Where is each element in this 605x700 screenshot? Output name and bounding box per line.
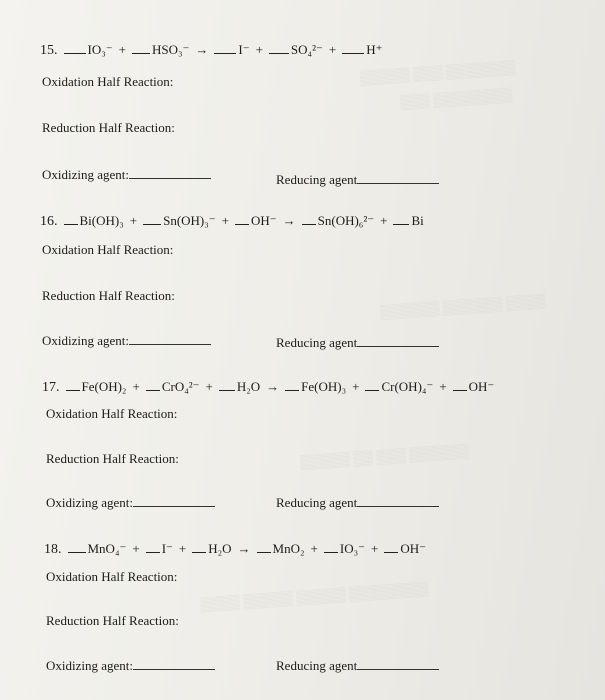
species: Bi [411,213,424,228]
species: SO₄²⁻ [290,42,323,57]
species: MnO₄⁻ [87,541,127,556]
coefficient-blank[interactable] [68,539,86,553]
bleed-through: ▒▒▒▒▒ ▒▒ ▒▒▒ ▒▒▒▒▒▒ [299,444,470,471]
coefficient-blank[interactable] [143,211,161,225]
problem-number: 17. [42,380,60,395]
oxidizing-agent-field[interactable] [133,657,215,670]
plus-sign: + [118,42,126,57]
oxidizing-agent-field[interactable] [133,494,215,507]
species: IO₃⁻ [87,42,113,57]
species: H₂O [236,379,261,394]
oxidizing-agent-label: Oxidizing agent: [46,657,215,674]
coefficient-blank[interactable] [393,211,409,225]
arrow: → [237,541,251,556]
plus-sign: + [132,379,140,394]
plus-sign: + [221,213,229,228]
coefficient-blank[interactable] [453,377,467,391]
oxidation-half-reaction-label: Oxidation Half Reaction: [42,242,174,257]
coefficient-blank[interactable] [257,539,271,553]
arrow: → [282,213,296,228]
reduction-half-reaction-label: Reduction Half Reaction: [46,613,179,628]
oxidizing-agent-label: Oxidizing agent: [42,332,211,349]
coefficient-blank[interactable] [214,40,236,54]
coefficient-blank[interactable] [219,377,235,391]
reducing-agent-field[interactable] [357,171,439,184]
bleed-through: ▒▒▒▒▒▒ ▒▒▒▒▒▒ ▒▒▒▒ [379,294,546,321]
reducing-agent-field[interactable] [357,494,439,507]
reducing-agent-label: Reducing agent [276,494,439,511]
reduction-half-reaction-label: Reduction Half Reaction: [42,120,175,135]
species: OH⁻ [251,213,277,228]
oxidation-half-reaction-label: Oxidation Half Reaction: [46,569,178,584]
plus-sign: + [371,541,379,556]
oxidizing-agent-label: Oxidizing agent: [42,166,211,183]
reducing-agent-field[interactable] [357,334,439,347]
coefficient-blank[interactable] [132,40,150,54]
plus-sign: + [328,42,337,57]
equation-17 [42,377,494,396]
coefficient-blank[interactable] [342,40,364,54]
plus-sign: + [380,213,388,228]
coefficient-blank[interactable] [64,211,78,225]
species: OH⁻ [400,541,426,556]
species: Fe(OH)₃ [301,379,347,394]
coefficient-blank[interactable] [285,377,299,391]
plus-sign: + [352,379,360,394]
species: H⁺ [366,42,383,57]
reducing-agent-label: Reducing agent [276,657,439,674]
plus-sign: + [129,213,138,228]
species: Fe(OH)₂ [81,379,127,394]
bleed-through: ▒▒▒▒▒ ▒▒▒ ▒▒▒▒▒▒▒ [359,60,517,87]
coefficient-blank[interactable] [66,377,80,391]
species: CrO₄²⁻ [161,379,200,394]
oxidizing-agent-label: Oxidizing agent: [46,494,215,511]
coefficient-blank[interactable] [269,40,289,54]
problem-number: 15. [40,43,58,58]
species: Sn(OH)₃⁻ [163,213,216,228]
species: IO₃⁻ [339,541,365,556]
bleed-through: ▒▒▒ ▒▒▒▒▒▒▒▒ [399,88,513,111]
coefficient-blank[interactable] [365,377,379,391]
arrow: → [266,379,280,394]
species: Sn(OH)₆²⁻ [317,213,375,228]
coefficient-blank[interactable] [324,539,338,553]
coefficient-blank[interactable] [302,211,316,225]
species: MnO₂ [272,541,305,556]
species: H₂O [208,541,232,556]
species: Cr(OH)₄⁻ [381,379,434,394]
oxidation-half-reaction-label: Oxidation Half Reaction: [42,74,174,89]
reducing-agent-field[interactable] [357,657,439,670]
species: HSO₃⁻ [151,42,190,57]
species: OH⁻ [468,379,495,394]
plus-sign: + [439,379,447,394]
equation-15 [40,40,382,59]
coefficient-blank[interactable] [146,377,160,391]
species: I⁻ [161,541,173,556]
oxidation-half-reaction-label: Oxidation Half Reaction: [46,406,178,421]
coefficient-blank[interactable] [235,211,249,225]
problem-number: 16. [40,214,58,229]
species: I⁻ [238,42,250,57]
problem-number: 18. [44,542,62,557]
equation-16 [40,211,424,230]
coefficient-blank[interactable] [384,539,398,553]
bleed-through: ▒▒▒▒ ▒▒▒▒▒ ▒▒▒▒▒ ▒▒▒▒▒▒▒▒ [199,582,429,613]
reduction-half-reaction-label: Reduction Half Reaction: [42,288,175,303]
plus-sign: + [132,541,140,556]
oxidizing-agent-field[interactable] [129,166,211,179]
species: Bi(OH)₃ [79,213,124,228]
equation-18 [44,539,426,558]
oxidizing-agent-field[interactable] [129,332,211,345]
reduction-half-reaction-label: Reduction Half Reaction: [46,451,179,466]
coefficient-blank[interactable] [146,539,160,553]
plus-sign: + [255,42,263,57]
coefficient-blank[interactable] [64,40,86,54]
reducing-agent-label: Reducing agent [276,334,439,351]
reducing-agent-label: Reducing agent [276,171,439,188]
plus-sign: + [310,541,318,556]
coefficient-blank[interactable] [192,539,206,553]
arrow: → [195,42,209,57]
plus-sign: + [205,379,213,394]
plus-sign: + [178,541,187,556]
